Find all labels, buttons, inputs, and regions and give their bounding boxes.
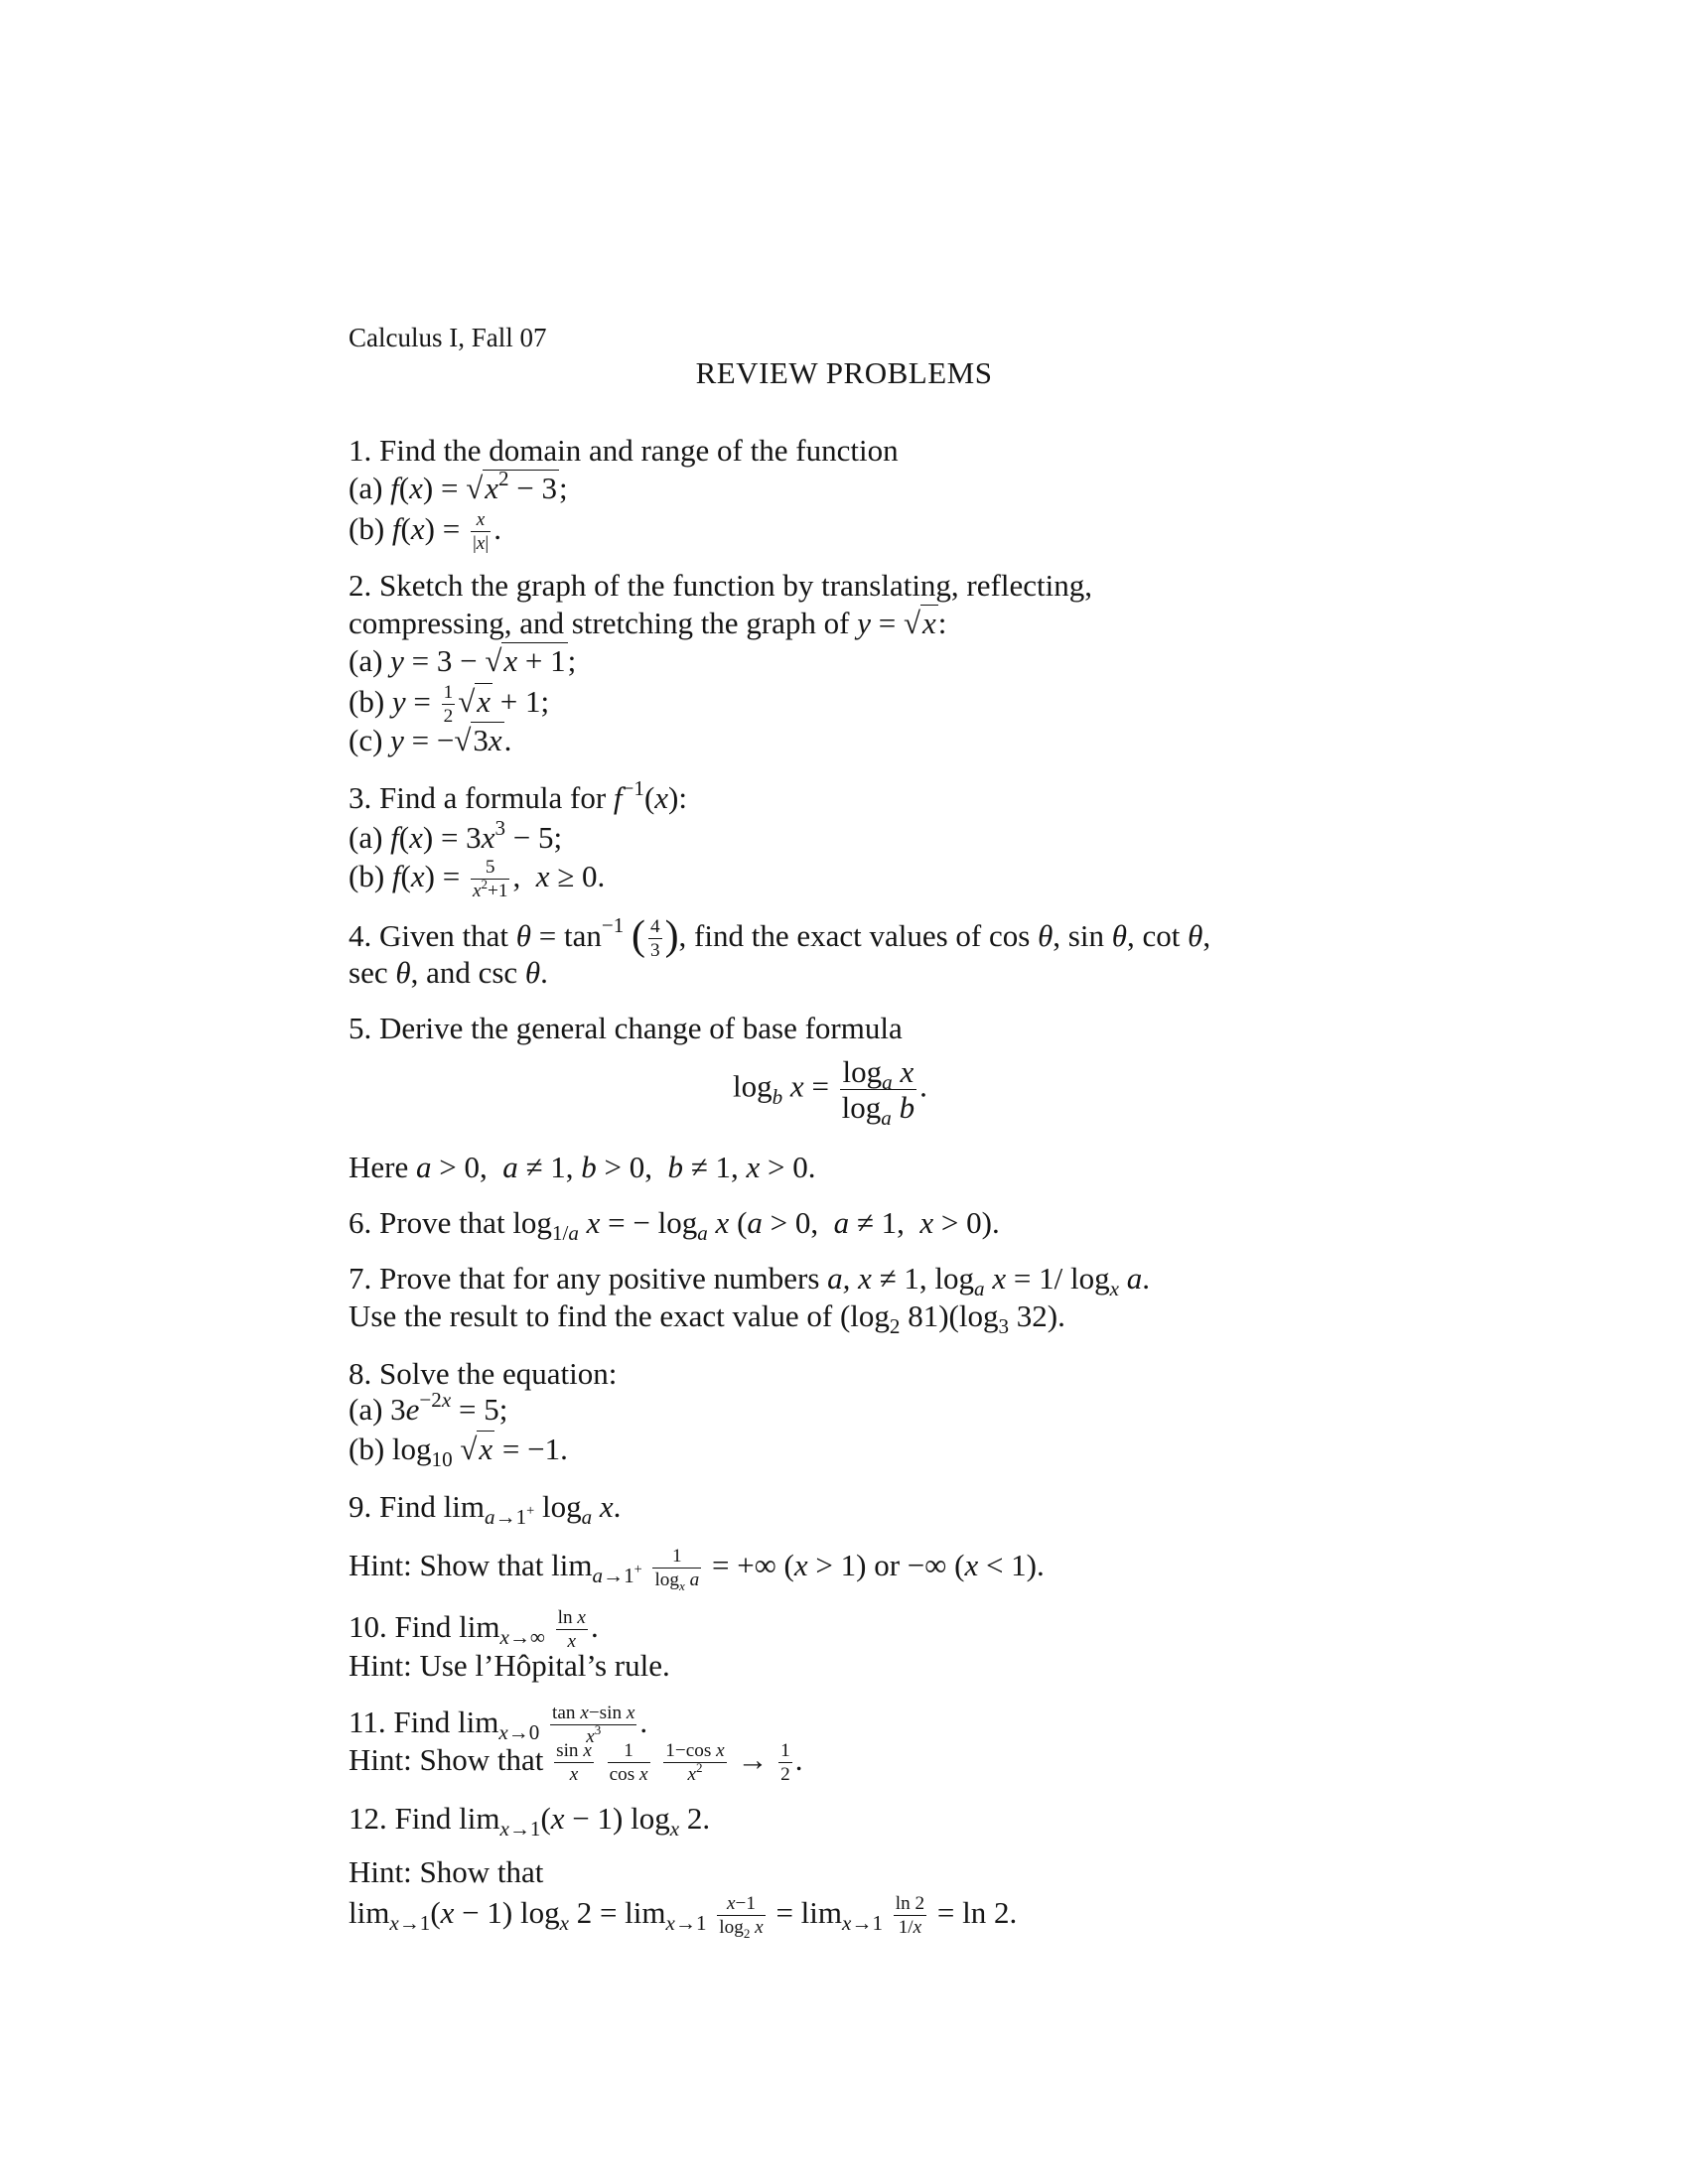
course-header: Calculus I, Fall 07 xyxy=(349,323,547,352)
problem-12-hint-line1: Hint: Show that xyxy=(349,1854,544,1889)
problem-9-prompt: 9. Find $\lim_{a\to 1^+} \log_a x$. xyxy=(349,1489,622,1530)
problem-12-hint-line2: $\lim_{x\to 1}(x - 1)$ $\log_x 2 = \lim_{x\to 1}$ $\frac{x-1}{\log_2 x}$ = $\lim_{x\to 1}$ $\frac{\ln 2}{1/x}$ = ln 2. xyxy=(349,1893,1018,1942)
problem-5-conditions: Here a > 0, a ≠ 1, b > 0, b ≠ 1, x > 0. xyxy=(349,1150,816,1184)
problem-11-hint: Hint: Show that $\frac{\text{sin x}}{x}$ $\frac{1}{\text{cos x}}$ $\frac{\text{1−cos x}}{x^2}$ → $\frac{1}{2}$ . xyxy=(349,1740,803,1786)
problem-10-hint: Hint: Use l’Hôpital’s rule. xyxy=(349,1648,670,1683)
problem-8-part-a: (a) $3e^{-2x} = 5$; xyxy=(349,1387,508,1427)
problem-12-prompt: 12. Find $\lim_{x\to 1}(x - 1)$ $\log_x 2$. xyxy=(349,1801,711,1842)
problem-4-prompt-line2: sec θ, and csc θ. xyxy=(349,955,548,990)
change-of-base-formula: $\log_b x$ = $\frac{\log_a x}{\log_a b}$ . xyxy=(733,1054,927,1131)
problem-2-part-a: (a) y = 3 − √x + 1; xyxy=(349,643,577,678)
problem-2-part-b: (b) y = $\frac{1}{2}$ √x + 1; xyxy=(349,682,550,728)
problem-2-prompt-line2: compressing, and stretching the graph of y = √x: xyxy=(349,606,947,640)
problem-3-part-b: (b) f(x) = $\frac{5}{x^2+1}$ , x ≥ 0. xyxy=(349,857,606,902)
problem-2-part-c: (c) y = −√3x. xyxy=(349,723,512,757)
problem-5-prompt: 5. Derive the general change of base formula xyxy=(349,1011,903,1045)
problem-3-prompt: 3. Find a formula for $f^{-1}(x)$: xyxy=(349,775,687,815)
problem-10-prompt: 10. Find $\lim_{x\to\infty}$ $\frac{\text{ln x}}{x}$ . xyxy=(349,1607,599,1653)
problem-7-prompt-line2: Use the result to find the exact value of ($\log_2$ $81)(\log_3$ 32). xyxy=(349,1298,1065,1339)
problem-11-prompt: 11. Find $\lim_{x\to 0}$ $\frac{\text{tan x−sin x}}{x^3}$ . xyxy=(349,1703,648,1748)
problem-9-hint: Hint: Show that $\lim_{a\to 1^+}$ $\frac{1}{\log_x a}$ = +∞ (x > 1) or −∞ (x < 1). xyxy=(349,1546,1045,1594)
problem-7-prompt-line1: 7. Prove that for any positive numbers a, x ≠ 1, $\log_a x = 1/$ $\log_x a$. xyxy=(349,1261,1150,1301)
problem-6-prompt: 6. Prove that $\log_{1/a} x$ = − $\log_a x$ (a > 0, a ≠ 1, x > 0). xyxy=(349,1205,1000,1246)
problem-1-part-b: (b) f(x) = $\frac{x}{|x|}$ . xyxy=(349,509,501,555)
page-title: REVIEW PROBLEMS xyxy=(695,355,993,390)
problem-3-part-a: (a) $f(x) = 3x^3 - 5$; xyxy=(349,815,563,855)
problem-1-part-a: (a) $f(x) = √x^2 - 3$; xyxy=(349,466,568,505)
problem-8-prompt: 8. Solve the equation: xyxy=(349,1356,618,1391)
problem-2-prompt-line1: 2. Sketch the graph of the function by translating, reflecting, xyxy=(349,568,1092,603)
problem-8-part-b: (b) $\log_{10} √x = -1$. xyxy=(349,1432,568,1472)
problem-4-prompt-line1: 4. Given that $\theta = \tan^{-1}$ ( $\frac{4}{3}$ ), find the exact values of cos θ, sin θ, cot θ, xyxy=(349,912,1211,962)
problem-1-prompt: 1. Find the domain and range of the function xyxy=(349,433,899,468)
